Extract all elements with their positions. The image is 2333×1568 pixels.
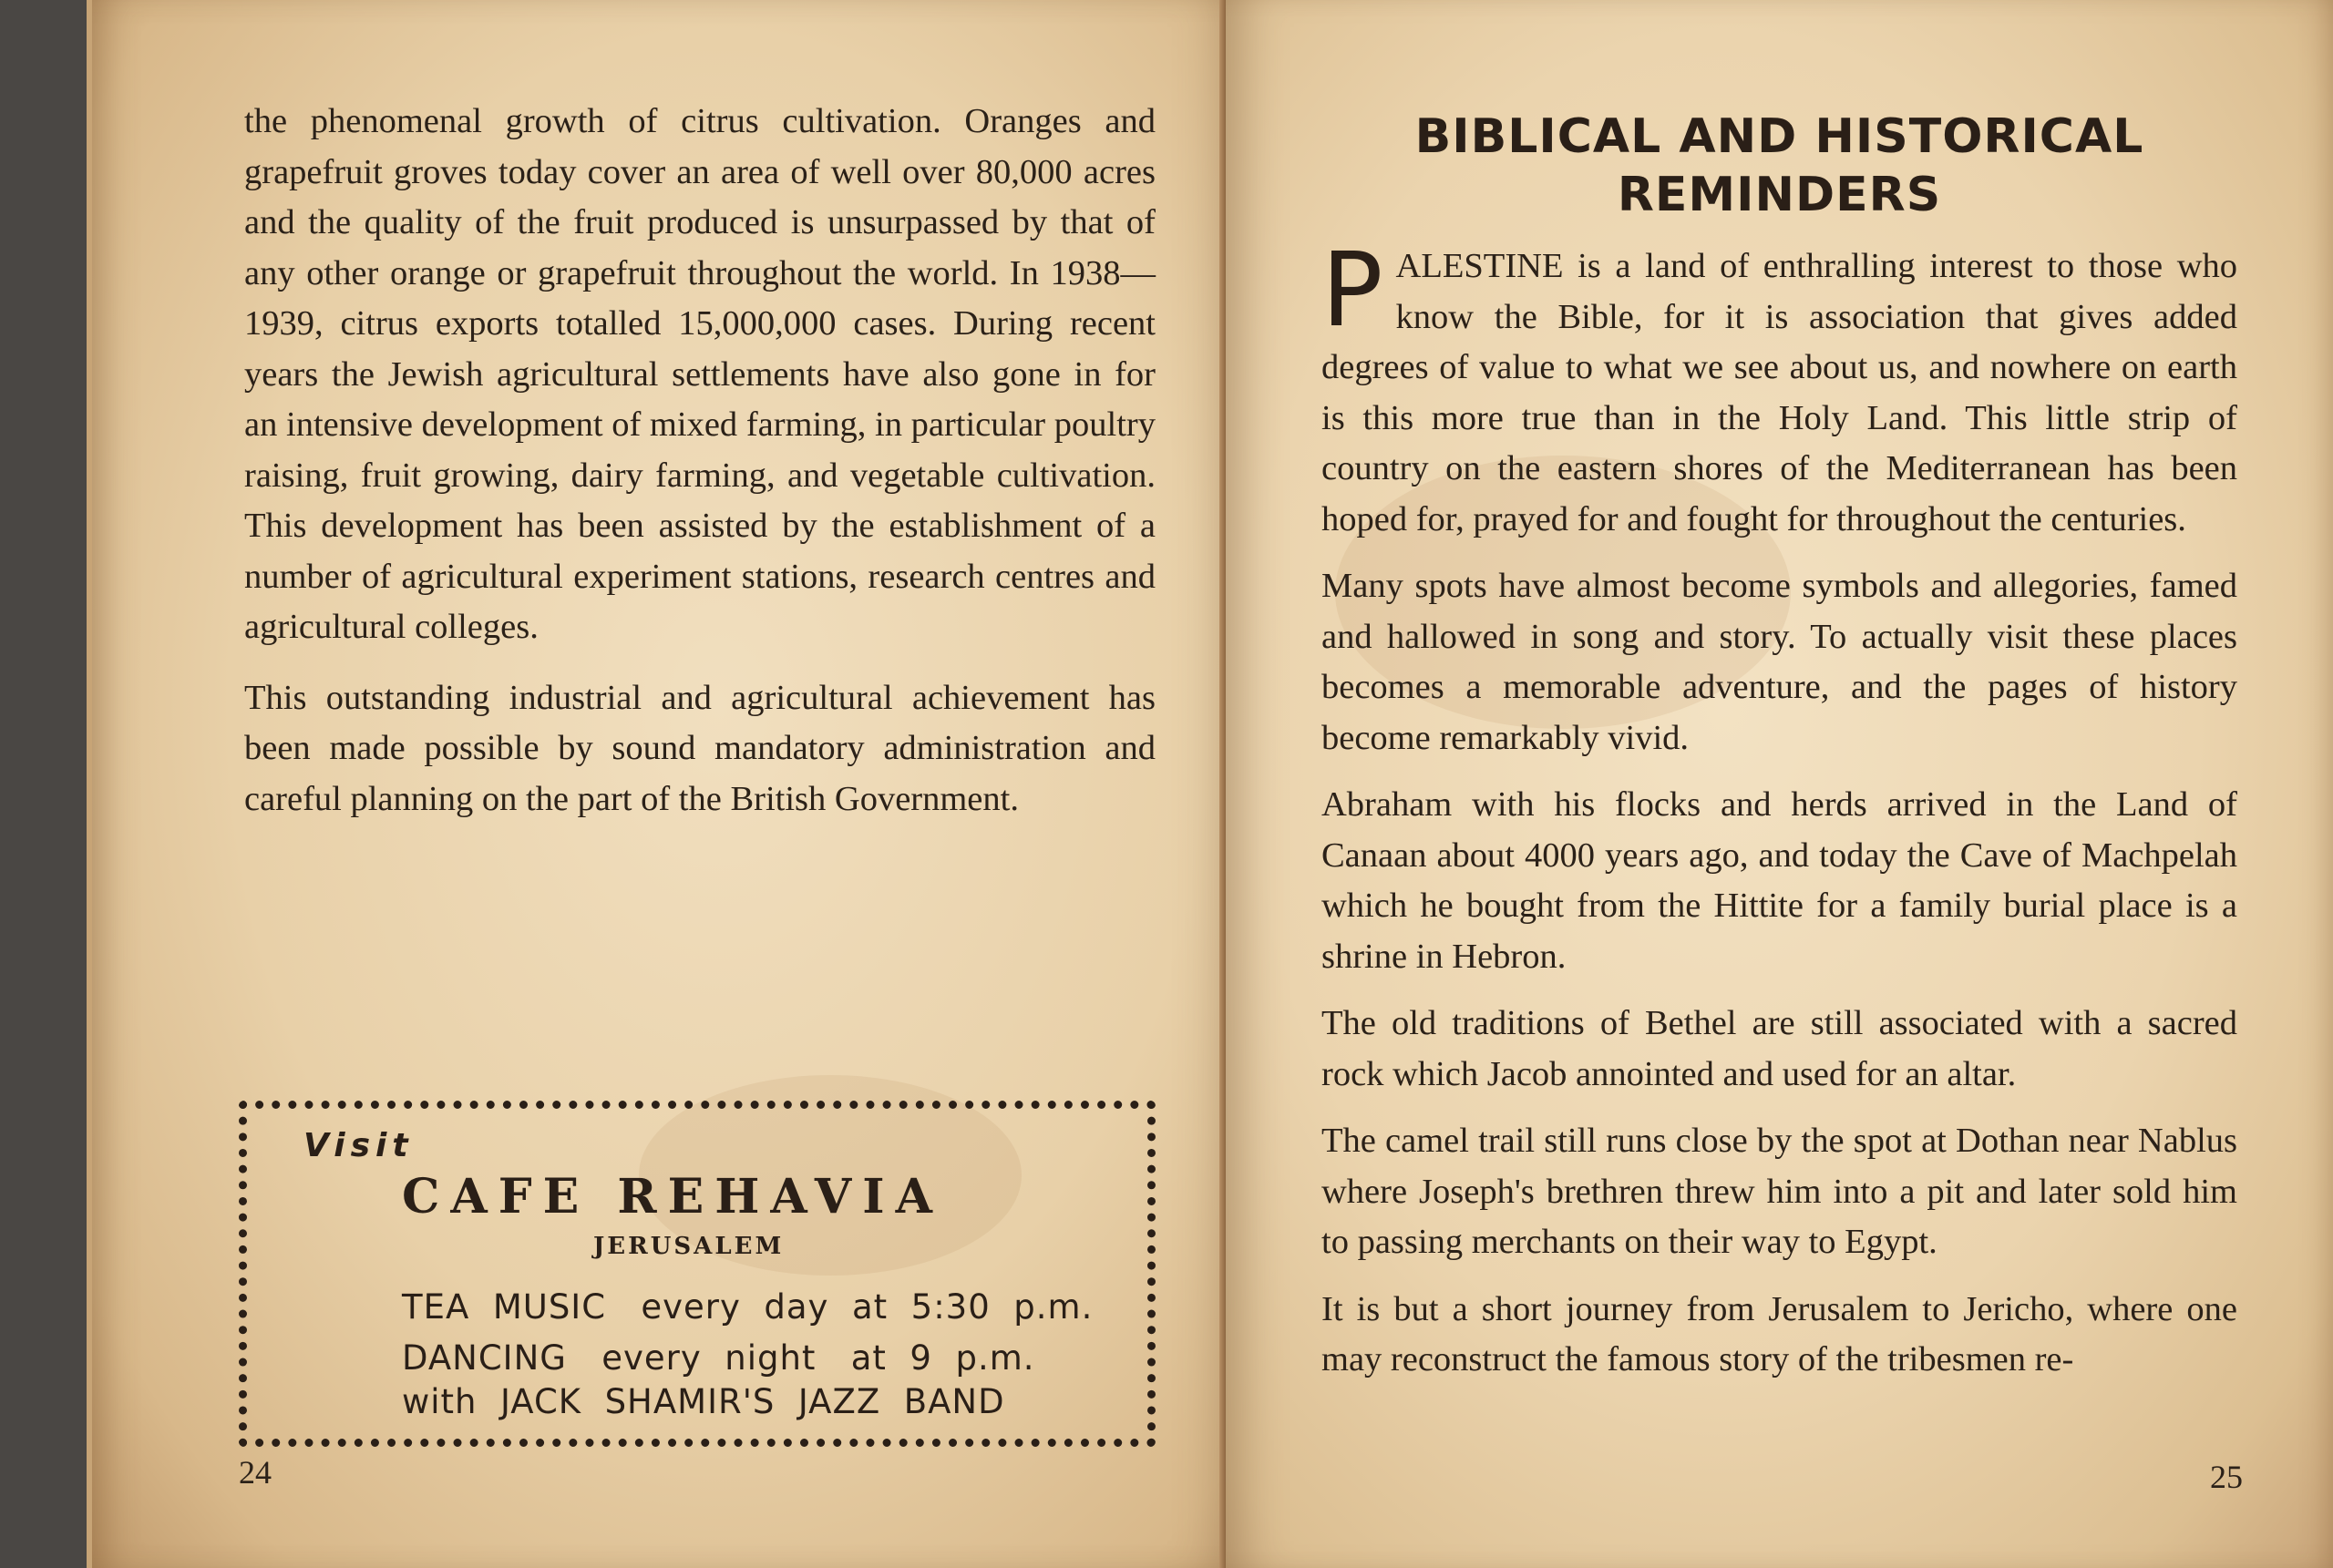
chapter-heading: BIBLICAL AND HISTORICAL REMINDERS [1414,109,2144,222]
left-paragraph-1: the phenomenal growth of citrus cultivation. Oranges and grapefruit groves today cover an area of well over 80,000 acres and the quality of the fruit produced is unsurpassed by that of any other orange or grapefruit throughout the world. In 1938—1939, citrus exports totalled 15,000,000 cases. During recent years the Jewish agricultural settlements have also gone in for an intensive development of mixed farming, in particular poultry raising, fruit growing, dairy farming, and vegetable cultivation. This development has been assisted by the establishment of a number of agricultural experiment stations, research centres and agricultural colleges. [244,102,1156,646]
cafe-advertisement [239,1101,1156,1447]
right-page-number: 25 [2210,1459,2243,1495]
ad-cafe-name: CAFE REHAVIA [402,1169,943,1225]
ad-city: JERUSALEM [593,1233,785,1260]
ad-band-line: with JACK SHAMIR'S JAZZ BAND [402,1382,1005,1421]
left-page-number: 24 [239,1454,272,1491]
left-page-body [244,97,1156,845]
right-paragraph-2: Many spots have almost become symbols and allegories, famed and hallowed in song and story. To actually visit these places becomes a memorable adventure, and the pages of history become remarkably vivid. [1321,567,2237,757]
right-paragraph-1 [1321,231,2237,545]
ad-tea-music-line: TEA MUSIC every day at 5:30 p.m. [402,1287,1094,1327]
right-paragraph-5: The camel trail still runs close by the spot at Dothan near Nablus where Joseph's brethren threw him into a pit and later sold him to passing merchants on their way to Egypt. [1321,1122,2237,1261]
ad-dancing-line: DANCING every night at 9 p.m. [402,1338,1035,1378]
ad-visit-label: Visit [303,1127,414,1164]
right-page-body [1321,231,2237,1402]
drop-cap: P [1321,231,1383,350]
left-paragraph-2: This outstanding industrial and agricultural achievement has been made possible by sound mandatory administration and careful planning on the part of the British Government. [244,678,1156,818]
right-paragraph-3: Abraham with his flocks and herds arrived in the Land of Canaan about 4000 years ago, and today the Cave of Machpelah which he bought from the Hittite for a family burial place is a shrine in Hebron. [1321,785,2237,976]
right-paragraph-4: The old traditions of Bethel are still associated with a sacred rock which Jacob annointed and used for an altar. [1321,1004,2237,1093]
right-paragraph-1-text: ALESTINE is a land of enthralling interest to those who know the Bible, for it is association that gives added degrees of value to what we see about us, and nowhere on earth is this more true than in the Holy Land. This little strip of country on the eastern shores of the Mediterranean has been hoped for, prayed for and fought for throughout the centuries. [1321,247,2237,538]
right-paragraph-6: It is but a short journey from Jerusalem to Jericho, where one may reconstruct the famous story of the tribesmen re- [1321,1289,2237,1378]
